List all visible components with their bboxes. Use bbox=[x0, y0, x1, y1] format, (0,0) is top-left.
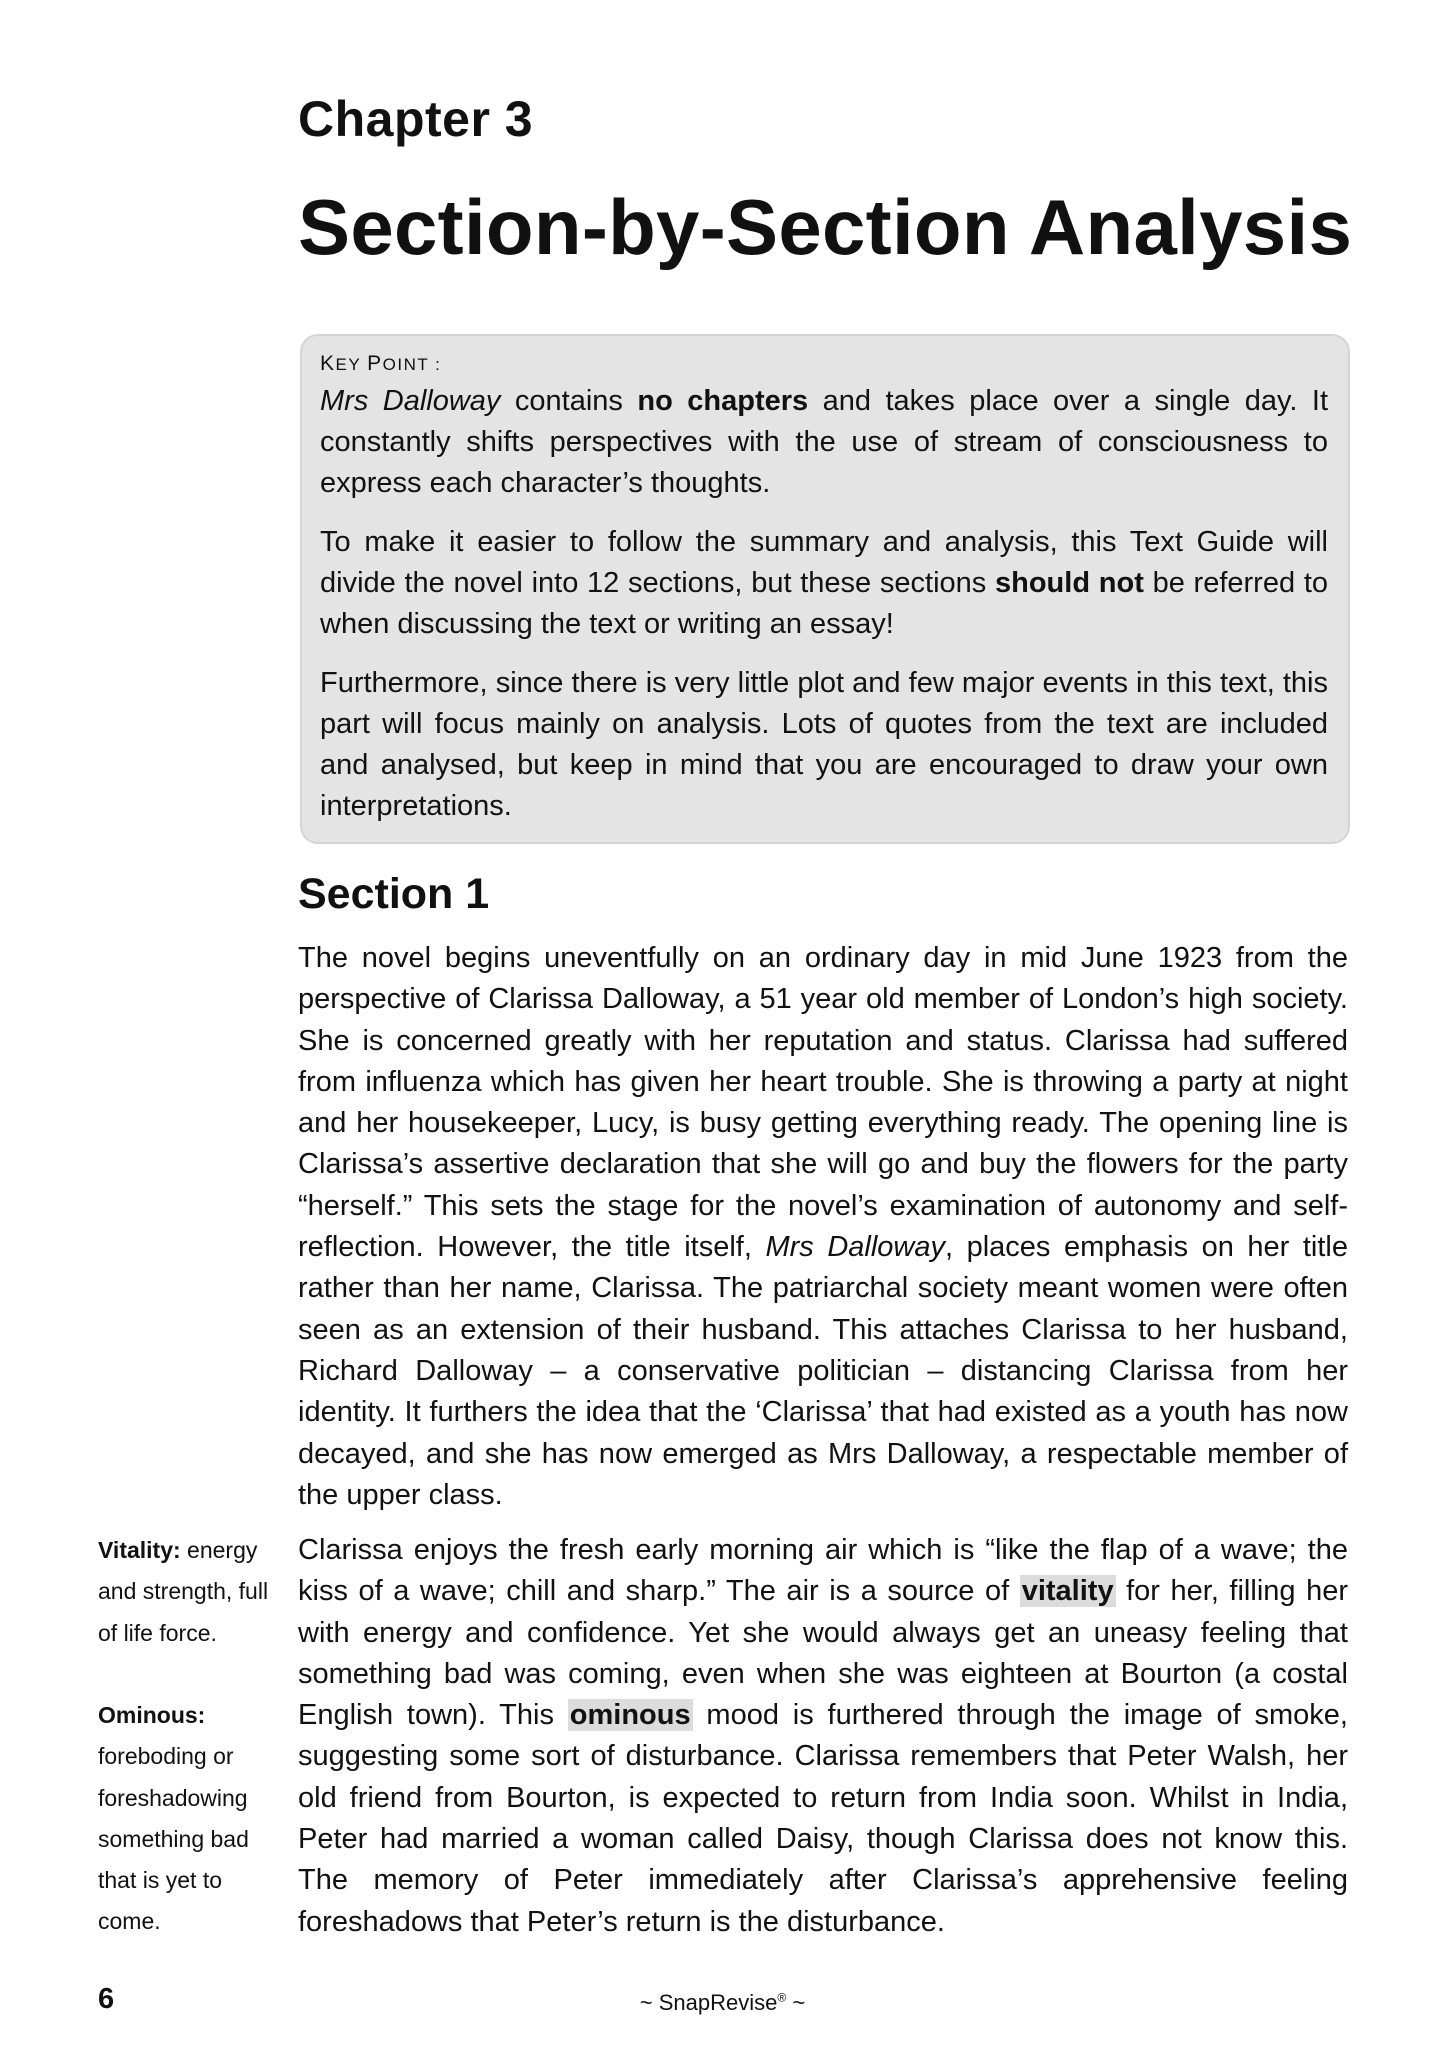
footer-brand: ~ SnapRevise® ~ bbox=[639, 1990, 806, 2015]
highlighted-term-ominous: ominous bbox=[569, 1699, 691, 1732]
highlighted-term-vitality: vitality bbox=[1021, 1575, 1114, 1608]
key-point-label: KEY POINT : bbox=[320, 352, 442, 375]
glossary-note-vitality: Vitality: energy and strength, full of life force. bbox=[98, 1537, 269, 1646]
key-point-box bbox=[300, 334, 1350, 844]
key-point-paragraph-3: Furthermore, since there is very little plot and few major events in this text, this part will focus mainly on analysis. Lots of quotes from the text are included and analysed, but keep in mind that you are encouraged to draw your own interpretations. bbox=[320, 667, 1328, 822]
glossary-note-ominous: Ominous: foreboding or foreshadowing something bad that is yet to come. bbox=[98, 1702, 249, 1935]
section-body-paragraph-1 bbox=[298, 938, 1348, 1516]
page-number: 6 bbox=[98, 1983, 115, 2015]
section-heading: Section 1 bbox=[298, 870, 490, 918]
chapter-title: Section-by-Section Analysis bbox=[298, 183, 1353, 271]
chapter-label: Chapter 3 bbox=[298, 91, 534, 147]
key-point-paragraph-1: Mrs Dalloway contains no chapters and takes place over a single day. It constantly shifts perspectives with the use of stream of consciousness to express each character’s thoughts. bbox=[320, 385, 1328, 499]
body-paragraph: Clarissa enjoys the fresh early morning air which is “like the flap of a wave; the kiss of a wave; chill and sharp.” The air is a source of vitality for her, filling her with energy and confidence. Yet she would always get an uneasy feeling that something bad was coming, even when she was eighteen at Bourton (a costal English town). This ominous mood is furthered through the image of smoke, suggesting some sort of disturbance. Clarissa remembers that Peter Walsh, her old friend from Bourton, is expected to return from India soon. Whilst in India, Peter had married a woman called Daisy, though Clarissa does not know this. The memory of Peter immediately after Clarissa’s apprehensive feeling foreshadows that Peter’s return is the disturbance. bbox=[298, 1534, 1348, 1938]
section-body-paragraph-2 bbox=[298, 1530, 1348, 1943]
key-point-paragraph-2: To make it easier to follow the summary and analysis, this Text Guide will divide the novel into 12 sections, but these sections should not be referred to when discussing the text or writing an essay! bbox=[320, 526, 1329, 640]
body-paragraph: The novel begins uneventfully on an ordinary day in mid June 1923 from the perspective of Clarissa Dalloway, a 51 year old member of London’s high society. She is concerned greatly with her reputation and status. Clarissa had suffered from influenza which has given her heart trouble. She is throwing a party at night and her housekeeper, Lucy, is busy getting everything ready. The opening line is Clarissa’s assertive declaration that she will go and buy the flowers for the party “herself.” This sets the stage for the novel’s examination of autonomy and self-reflection. However, the title itself, Mrs Dalloway, places emphasis on her title rather than her name, Clarissa. The patriarchal society meant women were often seen as an extension of their husband. This attaches Clarissa to her husband, Richard Dalloway – a conservative politician – distancing Clarissa from her identity. It furthers the idea that the ‘Clarissa’ that had existed as a youth has now decayed, and she has now emerged as Mrs Dalloway, a respectable member of the upper class. bbox=[298, 942, 1348, 1511]
